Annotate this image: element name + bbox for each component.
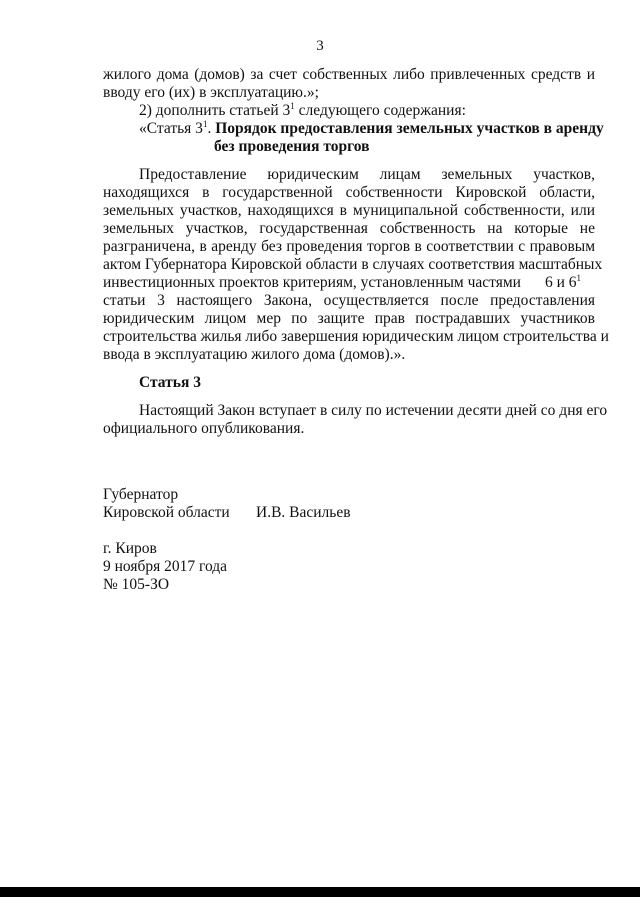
intro-line-1: жилого дома (домов) за счет собственных либо привлеченных средств и — [103, 66, 595, 83]
item-2-prefix: 2) дополнить статьей 3 — [139, 102, 291, 119]
body-line-8: статьи 3 настоящего Закона, осуществляется после предоставления — [103, 292, 595, 309]
body-line-1: Предоставление юридическим лицам земельных участков, — [139, 166, 595, 183]
body-line-7: инвестиционных проектов критериям, установленным частями — [103, 274, 521, 291]
article-3-1-title-line-2: без проведения торгов — [214, 138, 370, 155]
signature-name: И.В. Васильев — [256, 504, 351, 521]
article-3-1-title: Порядок предоставления земельных участков в аренду — [215, 120, 604, 137]
body-parts-superscript: 1 — [576, 273, 582, 283]
scan-edge-bar — [0, 887, 640, 897]
body-line-2: находящихся в государственной собственности Кировской области, — [103, 184, 595, 201]
body-parts-tail: 6 и 6 — [545, 274, 577, 291]
intro-line-2: вводу его (их) в эксплуатацию.»; — [103, 84, 319, 101]
article-3-1-heading: «Статья $3^1$. Порядок предоставления земельных участков в аренду — [139, 119, 604, 137]
article-3-line-1: Настоящий Закон вступает в силу по истечении десяти дней со дня его — [139, 402, 608, 419]
body-line-6: актом Губернатора Кировской области в случаях соответствия масштабных — [103, 256, 603, 273]
article-3-1-superscript: 1 — [202, 119, 208, 129]
article-3-heading: Статья 3 — [139, 374, 201, 391]
signature-title-line-2: Кировской области — [103, 504, 230, 521]
footer-date: 9 ноября 2017 года — [103, 558, 228, 575]
article-3-line-2: официального опубликования. — [103, 420, 305, 437]
signature-title-line-1: Губернатор — [103, 486, 179, 503]
footer-number: № 105-ЗО — [103, 576, 170, 593]
body-line-10: строительства жилья либо завершения юридическим лицом строительства и — [103, 328, 609, 345]
item-2-suffix: следующего содержания: — [294, 102, 466, 119]
body-line-9: юридическим лицом мер по защите прав пострадавших участников — [103, 310, 595, 327]
page-number: 3 — [316, 38, 324, 54]
body-line-7-tail — [545, 274, 581, 292]
item-2-line — [139, 102, 466, 120]
footer-city: г. Киров — [103, 540, 157, 557]
body-line-5: разграничена, в аренду без проведения торгов в соответствии с правовым — [103, 238, 595, 255]
item-2-superscript: 1 — [290, 101, 295, 111]
article-3-1-prefix: «Статья 3 — [139, 120, 203, 137]
body-line-4: земельных участков, государственная собственность на которые не — [103, 220, 595, 237]
body-line-11: ввода в эксплуатацию жилого дома (домов).». — [103, 346, 406, 363]
body-line-3: земельных участков, находящихся в муниципальной собственности, или — [103, 202, 595, 219]
